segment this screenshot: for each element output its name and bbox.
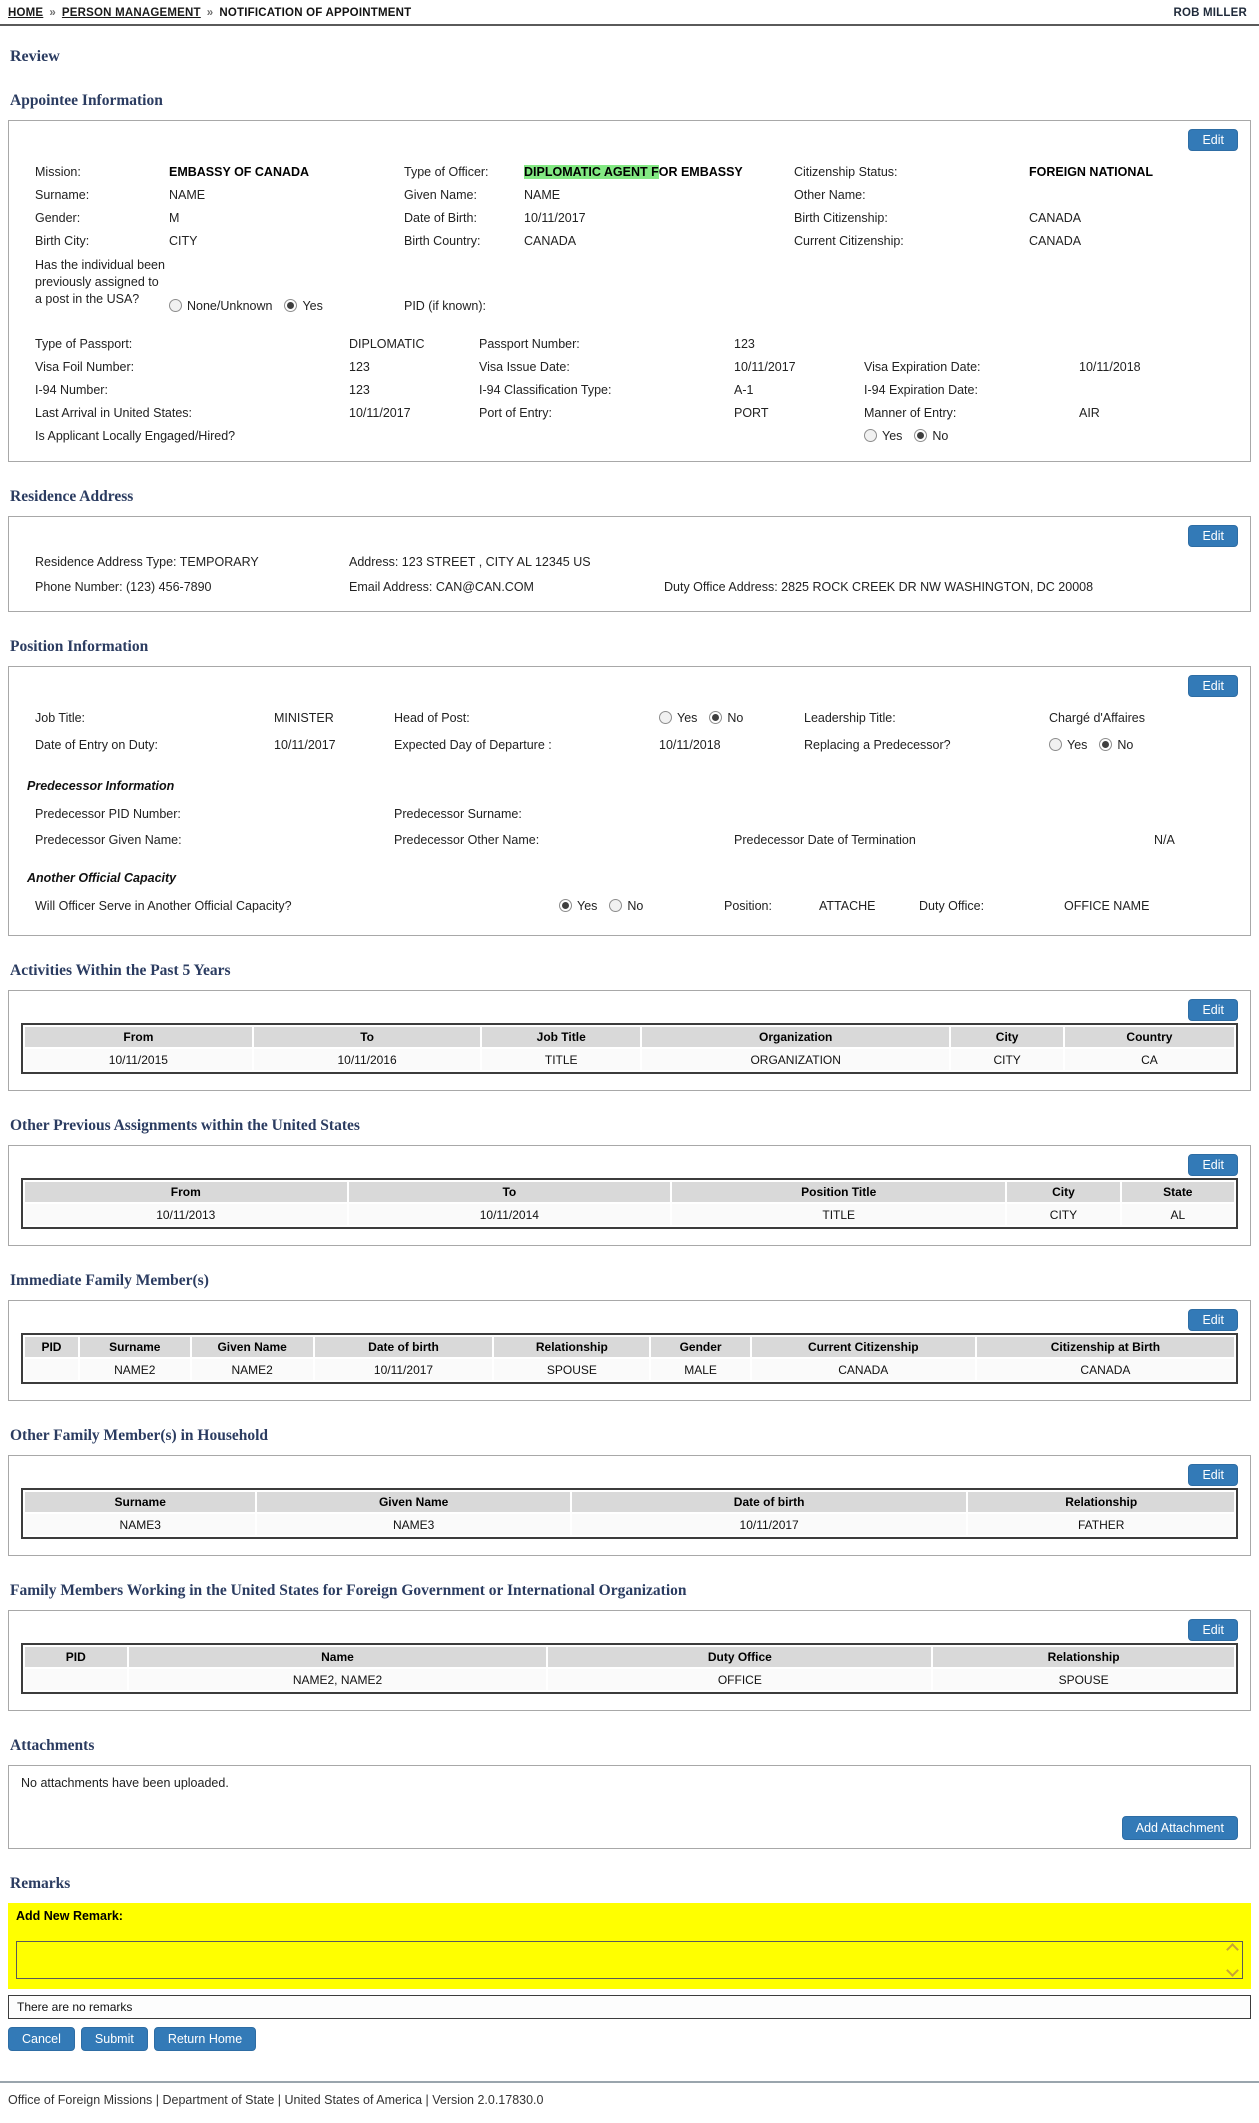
breadcrumb-home-link[interactable]: HOME (8, 7, 44, 19)
passport-row (9, 335, 1250, 358)
pid-if-known-label: PID (if known): (404, 299, 486, 313)
type-of-officer-label: Type of Officer: (404, 165, 489, 179)
table-cell: NAME2 (80, 1359, 190, 1380)
arrival-row (9, 404, 1250, 427)
radio-yes[interactable] (1049, 738, 1062, 751)
previous-assignments-panel (8, 1145, 1251, 1246)
residence-email: Email Address: CAN@CAN.COM (349, 580, 534, 594)
other-family-section-title: Other Family Member(s) in Household (10, 1427, 269, 1444)
table-cell: SPOUSE (494, 1359, 649, 1380)
top-bar (0, 0, 1259, 26)
visa-issue-date-label: Visa Issue Date: (479, 360, 570, 374)
replacing-predecessor-label: Replacing a Predecessor? (804, 738, 951, 752)
column-header: State (1122, 1182, 1234, 1202)
birth-city-value: CITY (169, 234, 198, 248)
column-header: Relationship (933, 1647, 1234, 1667)
column-header: Date of birth (572, 1492, 967, 1512)
other-family-table (21, 1488, 1238, 1539)
current-citizenship-label: Current Citizenship: (794, 234, 904, 248)
surname-value: NAME (169, 188, 206, 202)
immediate-family-panel (8, 1300, 1251, 1401)
given-name-label: Given Name: (404, 188, 477, 202)
radio-no[interactable] (609, 899, 622, 912)
column-header: From (25, 1027, 252, 1047)
table-cell: MALE (651, 1359, 749, 1380)
table-cell: FATHER (968, 1514, 1234, 1535)
visa-foil-value: 123 (349, 360, 370, 374)
another-position-value: ATTACHE (819, 899, 876, 913)
family-working-table (21, 1643, 1238, 1694)
radio-yes-label: Yes (677, 711, 698, 725)
radio-yes-label: Yes (1067, 738, 1088, 752)
passport-number-value: 123 (734, 337, 755, 351)
column-header: From (25, 1182, 347, 1202)
column-header: To (254, 1027, 481, 1047)
edit-position-button[interactable]: Edit (1188, 675, 1238, 697)
previous-assignments-table (21, 1178, 1238, 1229)
attachments-panel (8, 1765, 1251, 1849)
birth-citizenship-label: Birth Citizenship: (794, 211, 888, 225)
radio-no[interactable] (914, 429, 927, 442)
family-working-panel (8, 1610, 1251, 1711)
edit-immediate-family-button[interactable]: Edit (1188, 1309, 1238, 1331)
visa-foil-label: Visa Foil Number: (35, 360, 135, 374)
replacing-predecessor-radio-group (1049, 738, 1145, 752)
column-header: Position Title (672, 1182, 1005, 1202)
entry-on-duty-value: 10/11/2017 (274, 738, 336, 752)
search-highlight: DIPLOMATIC AGENT F (524, 165, 659, 179)
textarea-scroll-rail[interactable] (1225, 1945, 1239, 1975)
column-header: To (349, 1182, 671, 1202)
table-cell: SPOUSE (933, 1669, 1234, 1690)
page-footer (0, 2081, 1259, 2123)
table-row (25, 1049, 1234, 1070)
table-cell: CA (1065, 1049, 1234, 1070)
radio-yes[interactable] (559, 899, 572, 912)
edit-activities-button[interactable]: Edit (1188, 999, 1238, 1021)
edit-appointee-button[interactable]: Edit (1188, 129, 1238, 151)
column-header: Citizenship at Birth (977, 1337, 1234, 1357)
table-cell: ORGANIZATION (642, 1049, 949, 1070)
given-name-value: NAME (524, 188, 561, 202)
passport-type-label: Type of Passport: (35, 337, 133, 351)
i94-number-value: 123 (349, 383, 370, 397)
another-position-label: Position: (724, 899, 772, 913)
cancel-button[interactable]: Cancel (8, 2027, 75, 2051)
radio-yes[interactable] (864, 429, 877, 442)
table-cell: NAME2, NAME2 (129, 1669, 547, 1690)
table-cell: OFFICE (548, 1669, 931, 1690)
passport-type-value: DIPLOMATIC (349, 337, 425, 351)
appointee-row (9, 186, 1250, 209)
column-header: PID (25, 1647, 127, 1667)
logged-in-user: ROB MILLER (1173, 7, 1247, 19)
leadership-title-value: Chargé d'Affaires (1049, 711, 1145, 725)
leadership-title-label: Leadership Title: (804, 711, 896, 725)
breadcrumb-current-page: NOTIFICATION OF APPOINTMENT (219, 7, 412, 19)
another-capacity-label: Will Officer Serve in Another Official Capacity? (35, 899, 292, 913)
column-header: Given Name (192, 1337, 313, 1357)
residence-phone: Phone Number: (123) 456-7890 (35, 580, 212, 594)
table-cell: 10/11/2013 (25, 1204, 347, 1225)
residence-address: Address: 123 STREET , CITY AL 12345 US (349, 555, 591, 569)
predecessor-termination-value: N/A (1154, 833, 1175, 847)
locally-engaged-label: Is Applicant Locally Engaged/Hired? (35, 429, 236, 443)
i94-row (9, 381, 1250, 404)
radio-yes-label: Yes (577, 899, 598, 913)
another-duty-office-label: Duty Office: (919, 899, 985, 913)
date-of-birth-value: 10/11/2017 (524, 211, 586, 225)
column-header: Relationship (968, 1492, 1234, 1512)
locally-engaged-row (9, 427, 1250, 453)
visa-expiration-value: 10/11/2018 (1079, 360, 1141, 374)
footer-text: Office of Foreign Missions | Department of State | United States of America | Version 2.0.17830.0 (8, 2093, 544, 2107)
appointee-row (9, 209, 1250, 232)
breadcrumb-separator: » (206, 7, 214, 19)
gender-value: M (169, 211, 180, 225)
edit-previous-assignments-button[interactable]: Edit (1188, 1154, 1238, 1176)
radio-no[interactable] (1099, 738, 1112, 751)
radio-none-unknown[interactable] (169, 299, 182, 312)
predecessor-pid-label: Predecessor PID Number: (35, 807, 181, 821)
column-header: PID (25, 1337, 78, 1357)
column-header: Current Citizenship (752, 1337, 975, 1357)
column-header: Job Title (482, 1027, 640, 1047)
locally-engaged-radio-group (864, 429, 960, 443)
port-of-entry-value: PORT (734, 406, 769, 420)
column-header: Surname (80, 1337, 190, 1357)
predecessor-row (9, 831, 1250, 857)
previously-assigned-row (9, 255, 1250, 335)
radio-no-label: No (727, 711, 744, 725)
column-header: Relationship (494, 1337, 649, 1357)
appointee-row (9, 232, 1250, 255)
immediate-family-table (21, 1333, 1238, 1384)
table-row (25, 1359, 1234, 1380)
visa-issue-date-value: 10/11/2017 (734, 360, 796, 374)
other-family-panel (8, 1455, 1251, 1556)
predecessor-given-name-label: Predecessor Given Name: (35, 833, 182, 847)
column-header: Gender (651, 1337, 749, 1357)
immediate-family-section-title: Immediate Family Member(s) (10, 1272, 209, 1289)
surname-label: Surname: (35, 188, 90, 202)
table-cell: NAME2 (192, 1359, 313, 1380)
position-row (9, 709, 1250, 736)
radio-yes-label: Yes (882, 429, 903, 443)
another-capacity-radio-group (559, 899, 655, 913)
residence-type: Residence Address Type: TEMPORARY (35, 555, 259, 569)
birth-country-label: Birth Country: (404, 234, 481, 248)
add-attachment-button[interactable]: Add Attachment (1122, 1816, 1238, 1840)
table-cell: 10/11/2017 (315, 1359, 493, 1380)
predecessor-information-heading: Predecessor Information (27, 779, 175, 793)
scroll-up-icon[interactable] (1226, 1943, 1239, 1956)
table-cell: AL (1122, 1204, 1234, 1225)
previously-assigned-label: Has the individual been previously assigned to a post in the USA? (35, 258, 165, 306)
radio-no-label: No (627, 899, 644, 913)
birth-citizenship-value: CANADA (1029, 211, 1082, 225)
column-header: City (951, 1027, 1062, 1047)
i94-number-label: I-94 Number: (35, 383, 108, 397)
previous-assignments-section-title: Other Previous Assignments within the United States (10, 1117, 360, 1134)
last-arrival-label: Last Arrival in United States: (35, 406, 193, 420)
radio-no-label: No (932, 429, 949, 443)
add-remark-block (8, 1903, 1251, 1989)
mission-label: Mission: (35, 165, 81, 179)
head-of-post-label: Head of Post: (394, 711, 470, 725)
radio-yes[interactable] (284, 299, 297, 312)
column-header: City (1007, 1182, 1119, 1202)
family-working-section-title: Family Members Working in the United States for Foreign Government or International Organization (10, 1582, 687, 1599)
another-duty-office-value: OFFICE NAME (1064, 899, 1150, 913)
activities-panel (8, 990, 1251, 1091)
duty-office-address: Duty Office Address: 2825 ROCK CREEK DR NW WASHINGTON, DC 20008 (664, 580, 1094, 594)
manner-of-entry-value: AIR (1079, 406, 1100, 420)
table-cell: 10/11/2017 (572, 1514, 967, 1535)
table-cell: 10/11/2014 (349, 1204, 671, 1225)
position-section-title: Position Information (10, 638, 149, 655)
table-cell: 10/11/2016 (254, 1049, 481, 1070)
column-header: Organization (642, 1027, 949, 1047)
another-official-capacity-heading: Another Official Capacity (27, 871, 177, 885)
last-arrival-value: 10/11/2017 (349, 406, 411, 420)
i94-classification-value: A-1 (734, 383, 754, 397)
activities-section-title: Activities Within the Past 5 Years (10, 962, 231, 979)
radio-none-unknown-label: None/Unknown (187, 299, 273, 313)
head-of-post-radio-group (659, 711, 755, 725)
table-cell: 10/11/2015 (25, 1049, 252, 1070)
predecessor-row (9, 805, 1250, 831)
departure-label: Expected Day of Departure : (394, 738, 552, 752)
column-header: Name (129, 1647, 547, 1667)
breadcrumb-person-management-link[interactable]: PERSON MANAGEMENT (61, 7, 201, 19)
i94-classification-label: I-94 Classification Type: (479, 383, 612, 397)
column-header: Surname (25, 1492, 255, 1512)
scroll-down-icon[interactable] (1226, 1964, 1239, 1977)
add-new-remark-label: Add New Remark: (16, 1909, 123, 1923)
column-header: Date of birth (315, 1337, 493, 1357)
breadcrumb (8, 7, 411, 19)
table-cell: CANADA (977, 1359, 1234, 1380)
i94-expiration-label: I-94 Expiration Date: (864, 383, 978, 397)
appointee-panel (8, 120, 1251, 462)
passport-number-label: Passport Number: (479, 337, 580, 351)
table-cell (25, 1669, 127, 1690)
mission-value: EMBASSY OF CANADA (169, 165, 310, 179)
edit-family-working-button[interactable]: Edit (1188, 1619, 1238, 1641)
remarks-section-title: Remarks (10, 1875, 71, 1892)
visa-expiration-label: Visa Expiration Date: (864, 360, 981, 374)
radio-yes[interactable] (659, 711, 672, 724)
gender-label: Gender: (35, 211, 81, 225)
job-title-value: MINISTER (274, 711, 334, 725)
radio-no-label: No (1117, 738, 1134, 752)
table-cell (25, 1359, 78, 1380)
citizenship-status-label: Citizenship Status: (794, 165, 898, 179)
position-panel (8, 666, 1251, 936)
table-cell: TITLE (672, 1204, 1005, 1225)
other-name-label: Other Name: (794, 188, 866, 202)
predecessor-surname-label: Predecessor Surname: (394, 807, 522, 821)
submit-button[interactable]: Submit (81, 2027, 148, 2051)
table-cell: CANADA (752, 1359, 975, 1380)
table-cell: CITY (1007, 1204, 1119, 1225)
predecessor-other-name-label: Predecessor Other Name: (394, 833, 540, 847)
visa-row (9, 358, 1250, 381)
table-cell: NAME3 (257, 1514, 569, 1535)
table-cell: TITLE (482, 1049, 640, 1070)
radio-yes-label: Yes (302, 299, 323, 313)
residence-panel (8, 516, 1251, 612)
manner-of-entry-label: Manner of Entry: (864, 406, 957, 420)
column-header: Duty Office (548, 1647, 931, 1667)
edit-other-family-button[interactable]: Edit (1188, 1464, 1238, 1486)
type-of-officer-value: DIPLOMATIC AGENT FOR EMBASSY (524, 165, 743, 179)
return-home-button[interactable]: Return Home (154, 2027, 256, 2051)
no-remarks-message: There are no remarks (8, 1995, 1251, 2019)
current-citizenship-value: CANADA (1029, 234, 1082, 248)
table-row (25, 1669, 1234, 1690)
departure-value: 10/11/2018 (659, 738, 721, 752)
new-remark-textarea[interactable] (17, 1942, 1242, 1978)
column-header: Given Name (257, 1492, 569, 1512)
table-cell: NAME3 (25, 1514, 255, 1535)
residence-section-title: Residence Address (10, 488, 134, 505)
port-of-entry-label: Port of Entry: (479, 406, 552, 420)
column-header: Country (1065, 1027, 1234, 1047)
residence-row (9, 578, 1250, 603)
previously-assigned-radio-group (169, 299, 335, 313)
birth-city-label: Birth City: (35, 234, 90, 248)
residence-row (9, 553, 1250, 578)
citizenship-status-value: FOREIGN NATIONAL (1029, 165, 1154, 179)
radio-no[interactable] (709, 711, 722, 724)
predecessor-termination-label: Predecessor Date of Termination (734, 833, 916, 847)
entry-on-duty-label: Date of Entry on Duty: (35, 738, 158, 752)
table-row (25, 1514, 1234, 1535)
table-cell: CITY (951, 1049, 1062, 1070)
activities-table (21, 1023, 1238, 1074)
page-title: Review (10, 48, 60, 65)
breadcrumb-separator: » (49, 7, 56, 19)
job-title-label: Job Title: (35, 711, 86, 725)
position-row (9, 736, 1250, 763)
another-capacity-row (9, 897, 1250, 927)
edit-residence-button[interactable]: Edit (1188, 525, 1238, 547)
appointee-row (9, 163, 1250, 186)
remark-input-wrapper (16, 1941, 1243, 1979)
table-row (25, 1204, 1234, 1225)
birth-country-value: CANADA (524, 234, 577, 248)
attachments-empty-message: No attachments have been uploaded. (21, 1776, 229, 1790)
appointee-section-title: Appointee Information (10, 92, 163, 109)
attachments-section-title: Attachments (10, 1737, 95, 1754)
date-of-birth-label: Date of Birth: (404, 211, 477, 225)
form-actions (8, 2027, 1251, 2051)
